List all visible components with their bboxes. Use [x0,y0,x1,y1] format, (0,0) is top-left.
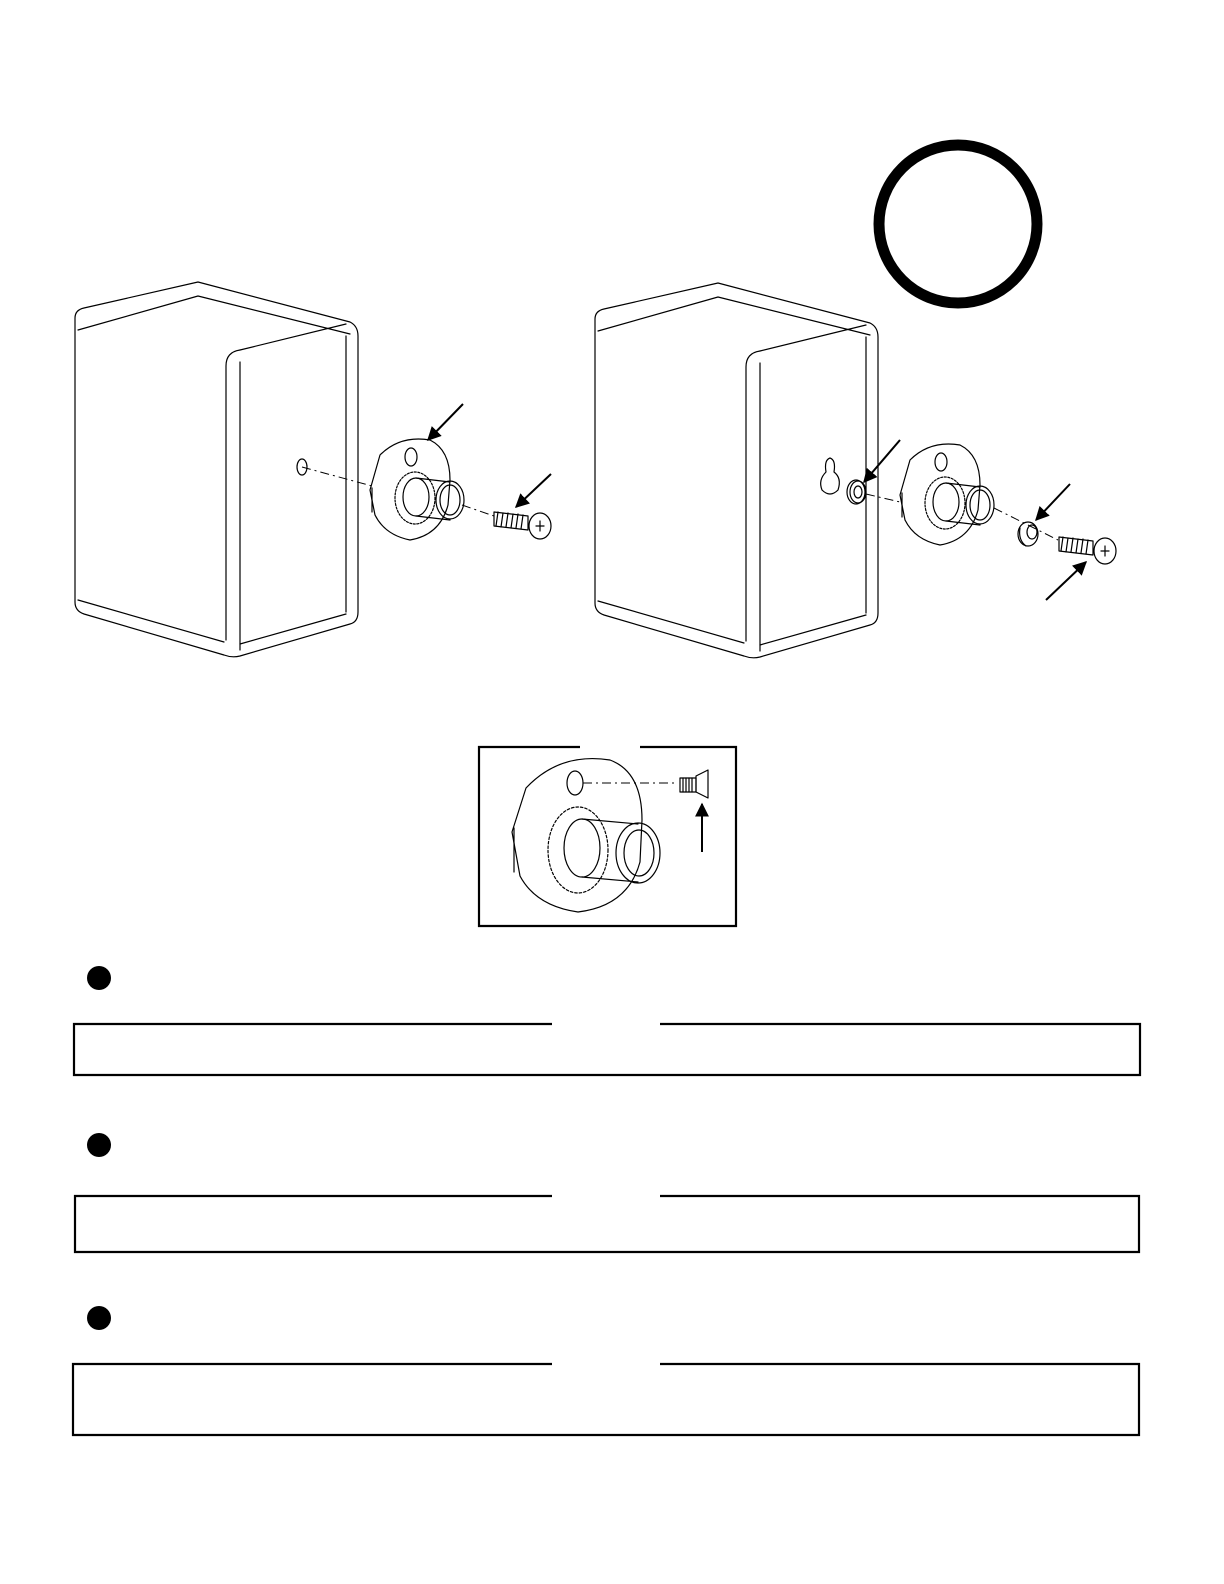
mounting-bracket-left [370,439,464,540]
note-row-2 [75,1133,1139,1252]
bullet-dot-icon [87,1306,111,1330]
bracket-screw-right [1059,537,1116,564]
note-row-1 [74,966,1140,1075]
step-badge-circle [879,145,1037,303]
callout-box-icon [73,1364,1139,1435]
callout-box-icon [74,1024,1140,1075]
speaker-left-box [75,282,358,657]
note-row-3 [73,1306,1139,1435]
inset-bracket [512,759,660,912]
speaker-right-view [595,283,1116,658]
callout-box-icon [75,1196,1139,1252]
keyhole-slot [821,458,840,494]
leader-arrow-nut [864,440,900,482]
leader-arrow-bracket [428,404,463,440]
mounting-bracket-right [900,444,994,545]
bracket-screw-left [494,512,551,539]
detail-inset [479,747,736,926]
leader-arrow-screw [516,474,551,507]
spacer-washer [1018,522,1038,546]
leader-arrow-washer [1036,484,1070,520]
speaker-left-view [75,282,551,657]
inset-set-screw [680,770,708,798]
leader-arrow-screw-right [1046,562,1086,600]
bullet-dot-icon [87,1133,111,1157]
knob-nut [847,480,866,504]
bullet-dot-icon [87,966,111,990]
speaker-right-box [595,283,878,658]
